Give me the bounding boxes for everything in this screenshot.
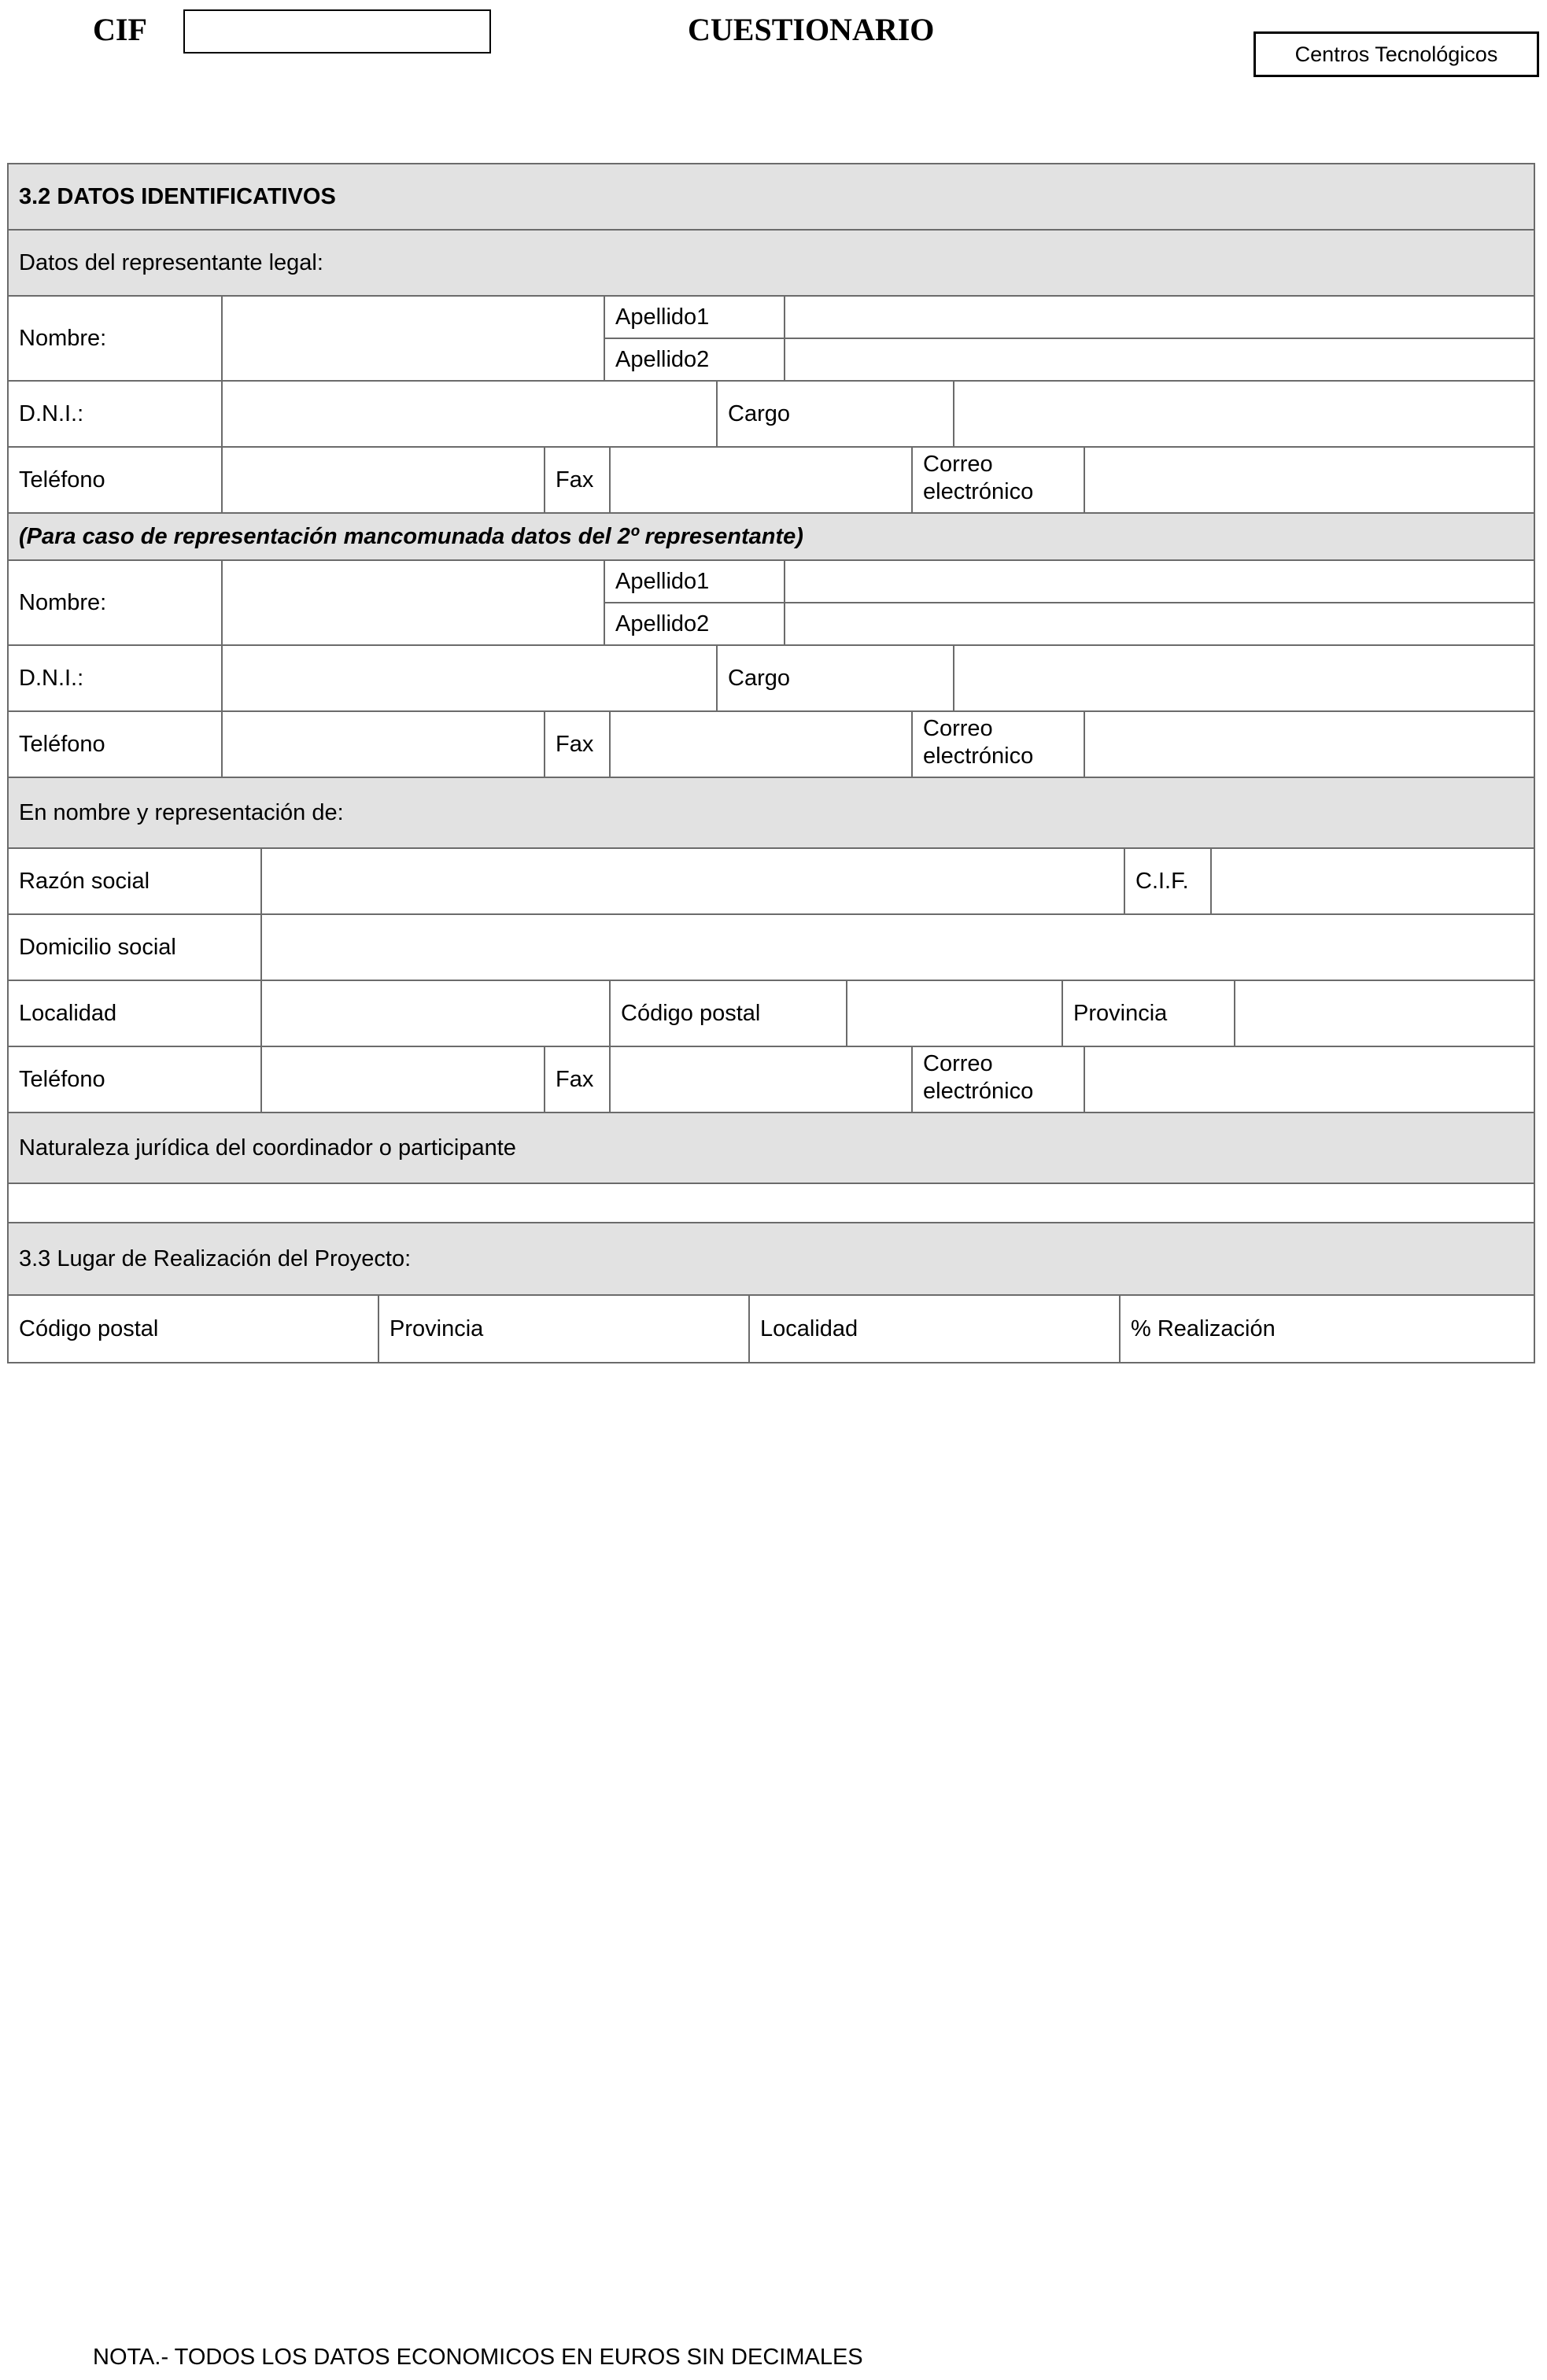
rep-legal-heading: Datos del representante legal: <box>19 249 323 275</box>
section-32-title: 3.2 DATOS IDENTIFICATIVOS <box>19 183 336 209</box>
apellido1-field[interactable] <box>785 297 1534 339</box>
fax-field[interactable] <box>611 1047 913 1112</box>
rep2-dni-row <box>9 646 1534 712</box>
correo-label: Correo electrónico <box>913 448 1085 512</box>
fax-field[interactable] <box>611 448 913 512</box>
naturaleza-field[interactable] <box>9 1184 1534 1222</box>
razon-social-label: Razón social <box>9 849 262 913</box>
lugar-codigo-postal: Código postal <box>9 1296 379 1362</box>
apellido-labels <box>605 561 785 644</box>
rep1-name-row <box>9 297 1534 382</box>
provincia-field[interactable] <box>1235 981 1534 1046</box>
nombre-field[interactable] <box>223 297 605 380</box>
lugar-row <box>9 1296 1534 1362</box>
dni-field[interactable] <box>223 382 718 446</box>
entity-contact-row <box>9 1047 1534 1113</box>
lugar-realizacion: % Realización <box>1131 1315 1276 1341</box>
telefono-field[interactable] <box>223 712 545 777</box>
apellido-labels <box>605 297 785 380</box>
dni-field[interactable] <box>223 646 718 710</box>
fax-label: Fax <box>545 712 611 777</box>
correo-field[interactable] <box>1085 712 1534 777</box>
nombre-label: Nombre: <box>9 297 223 380</box>
razon-social-row <box>9 849 1534 915</box>
cargo-label: Cargo <box>718 382 954 446</box>
footer-note: NOTA.- TODOS LOS DATOS ECONOMICOS EN EUROS SIN DECIMALES <box>93 2345 863 2370</box>
localidad-field[interactable] <box>262 981 611 1046</box>
cif-input-box[interactable] <box>183 9 491 54</box>
correo-label: Correo electrónico <box>913 712 1085 777</box>
form-table <box>7 163 1535 1363</box>
localidad-row <box>9 981 1534 1047</box>
dni-label: D.N.I.: <box>9 382 223 446</box>
lugar-localidad: Localidad <box>750 1296 1121 1362</box>
category-badge: Centros Tecnológicos <box>1253 31 1539 77</box>
apellido2-field[interactable] <box>785 339 1534 380</box>
en-nombre-heading: En nombre y representación de: <box>19 799 344 825</box>
dni-label: D.N.I.: <box>9 646 223 710</box>
fax-field[interactable] <box>611 712 913 777</box>
cif-field[interactable] <box>1212 849 1534 913</box>
localidad-label: Localidad <box>9 981 262 1046</box>
naturaleza-heading: Naturaleza jurídica del coordinador o participante <box>19 1135 516 1160</box>
apellido1-field[interactable] <box>785 561 1534 603</box>
telefono-label: Teléfono <box>9 1047 262 1112</box>
fax-label: Fax <box>545 1047 611 1112</box>
telefono-label: Teléfono <box>9 448 223 512</box>
lugar-provincia: Provincia <box>379 1296 750 1362</box>
rep1-dni-row <box>9 382 1534 448</box>
fax-label: Fax <box>545 448 611 512</box>
rep2-contact-row <box>9 712 1534 778</box>
cif-label-cell: C.I.F. <box>1125 849 1212 913</box>
apellido2-label: Apellido2 <box>615 611 710 637</box>
correo-field[interactable] <box>1085 448 1534 512</box>
rep2-name-row <box>9 561 1534 646</box>
apellido-fields <box>785 297 1534 380</box>
codigo-postal-label: Código postal <box>611 981 847 1046</box>
section-header-row <box>9 164 1534 231</box>
cargo-field[interactable] <box>954 382 1534 446</box>
telefono-field[interactable] <box>262 1047 545 1112</box>
naturaleza-field-row <box>9 1184 1534 1223</box>
apellido1-label: Apellido1 <box>605 561 784 603</box>
naturaleza-row <box>9 1113 1534 1184</box>
section-33-row <box>9 1223 1534 1296</box>
nombre-field[interactable] <box>223 561 605 644</box>
rep-legal-row <box>9 231 1534 297</box>
correo-label: Correo electrónico <box>913 1047 1085 1112</box>
apellido2-field[interactable] <box>785 603 1534 644</box>
cif-label: CIF <box>93 12 147 47</box>
en-nombre-row <box>9 778 1534 849</box>
razon-social-field[interactable] <box>262 849 1125 913</box>
cargo-field[interactable] <box>954 646 1534 710</box>
nombre-label: Nombre: <box>9 561 223 644</box>
page-title: CUESTIONARIO <box>688 12 935 47</box>
telefono-label: Teléfono <box>9 712 223 777</box>
domicilio-field[interactable] <box>262 915 1534 980</box>
cargo-label: Cargo <box>718 646 954 710</box>
domicilio-row <box>9 915 1534 981</box>
rep1-contact-row <box>9 448 1534 514</box>
codigo-postal-field[interactable] <box>847 981 1063 1046</box>
correo-field[interactable] <box>1085 1047 1534 1112</box>
section-33-title: 3.3 Lugar de Realización del Proyecto: <box>19 1245 412 1271</box>
apellido-fields <box>785 561 1534 644</box>
mancomunada-row <box>9 514 1534 561</box>
apellido2-label: Apellido2 <box>615 346 710 372</box>
provincia-label: Provincia <box>1063 981 1235 1046</box>
domicilio-label: Domicilio social <box>9 915 262 980</box>
mancomunada-heading: (Para caso de representación mancomunada datos del 2º representante) <box>19 523 803 549</box>
telefono-field[interactable] <box>223 448 545 512</box>
apellido1-label: Apellido1 <box>605 297 784 339</box>
